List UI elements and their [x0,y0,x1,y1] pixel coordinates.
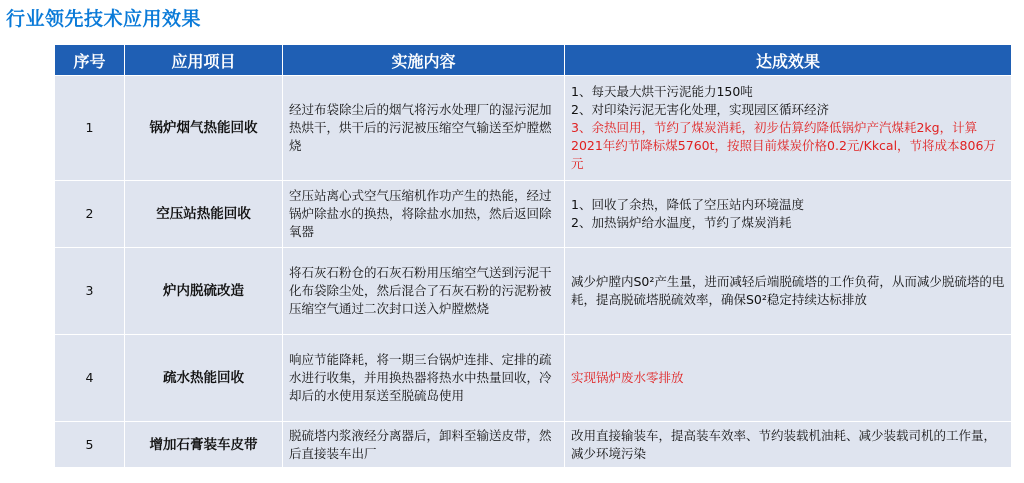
page-title: 行业领先技术应用效果 [6,8,202,30]
effect-line: 1、每天最大烘干污泥能力150吨 [571,84,753,99]
row-content: 将石灰石粉仓的石灰石粉用压缩空气送到污泥干化布袋除尘处，然后混合了石灰石粉的污泥粉被压缩空气通过二次封口送入炉膛燃烧 [283,248,565,335]
row-effect [565,76,1012,181]
row-no: 3 [55,248,125,335]
table-row [55,422,1012,468]
header-no: 序号 [55,45,125,76]
row-no: 5 [55,422,125,468]
table-row [55,181,1012,248]
row-content: 脱硫塔内浆液经分离器后，卸料至输送皮带，然后直接装车出厂 [283,422,565,468]
effect-line: 2、对印染污泥无害化处理，实现园区循环经济 [571,102,829,117]
effect-highlight: 实现锅炉废水零排放 [571,370,684,385]
row-item: 炉内脱硫改造 [125,248,283,335]
header-effect: 达成效果 [565,45,1012,76]
effect-line: 减少炉膛内S0²产生量，进而减轻后端脱硫塔的工作负荷，从而减少脱硫塔的电耗，提高脱硫塔脱硫效率，确保S0²稳定持续达标排放 [571,274,1005,307]
row-content: 经过布袋除尘后的烟气将污水处理厂的湿污泥加热烘干，烘干后的污泥被压缩空气输送至炉膛燃烧 [283,76,565,181]
effect-line: 1、回收了余热，降低了空压站内环境温度 [571,197,804,212]
row-no: 2 [55,181,125,248]
table-row [55,248,1012,335]
row-item: 增加石膏装车皮带 [125,422,283,468]
header-content: 实施内容 [283,45,565,76]
table-row [55,335,1012,422]
effect-line: 2、加热锅炉给水温度，节约了煤炭消耗 [571,215,792,230]
table-header-row [55,45,1012,76]
row-content: 响应节能降耗，将一期三台锅炉连排、定排的疏水进行收集，并用换热器将热水中热量回收，冷却后的水使用泵送至脱硫岛使用 [283,335,565,422]
row-no: 1 [55,76,125,181]
row-item: 锅炉烟气热能回收 [125,76,283,181]
header-item: 应用项目 [125,45,283,76]
row-item: 疏水热能回收 [125,335,283,422]
row-effect [565,248,1012,335]
row-content: 空压站离心式空气压缩机作功产生的热能，经过锅炉除盐水的换热，将除盐水加热，然后返回除氧器 [283,181,565,248]
effect-line: 改用直接输装车，提高装车效率、节约装载机油耗、减少装载司机的工作量，减少环境污染 [571,427,997,461]
effects-table [54,44,1012,468]
row-effect [565,181,1012,248]
row-item: 空压站热能回收 [125,181,283,248]
row-no: 4 [55,335,125,422]
effect-highlight: 3、余热回用，节约了煤炭消耗，初步估算约降低锅炉产汽煤耗2kg，计算2021年约节降标煤5760t，按照目前煤炭价格0.2元/Kkcal，节将成本806万元 [571,120,996,171]
table-row [55,76,1012,181]
row-effect [565,335,1012,422]
row-effect [565,422,1012,468]
